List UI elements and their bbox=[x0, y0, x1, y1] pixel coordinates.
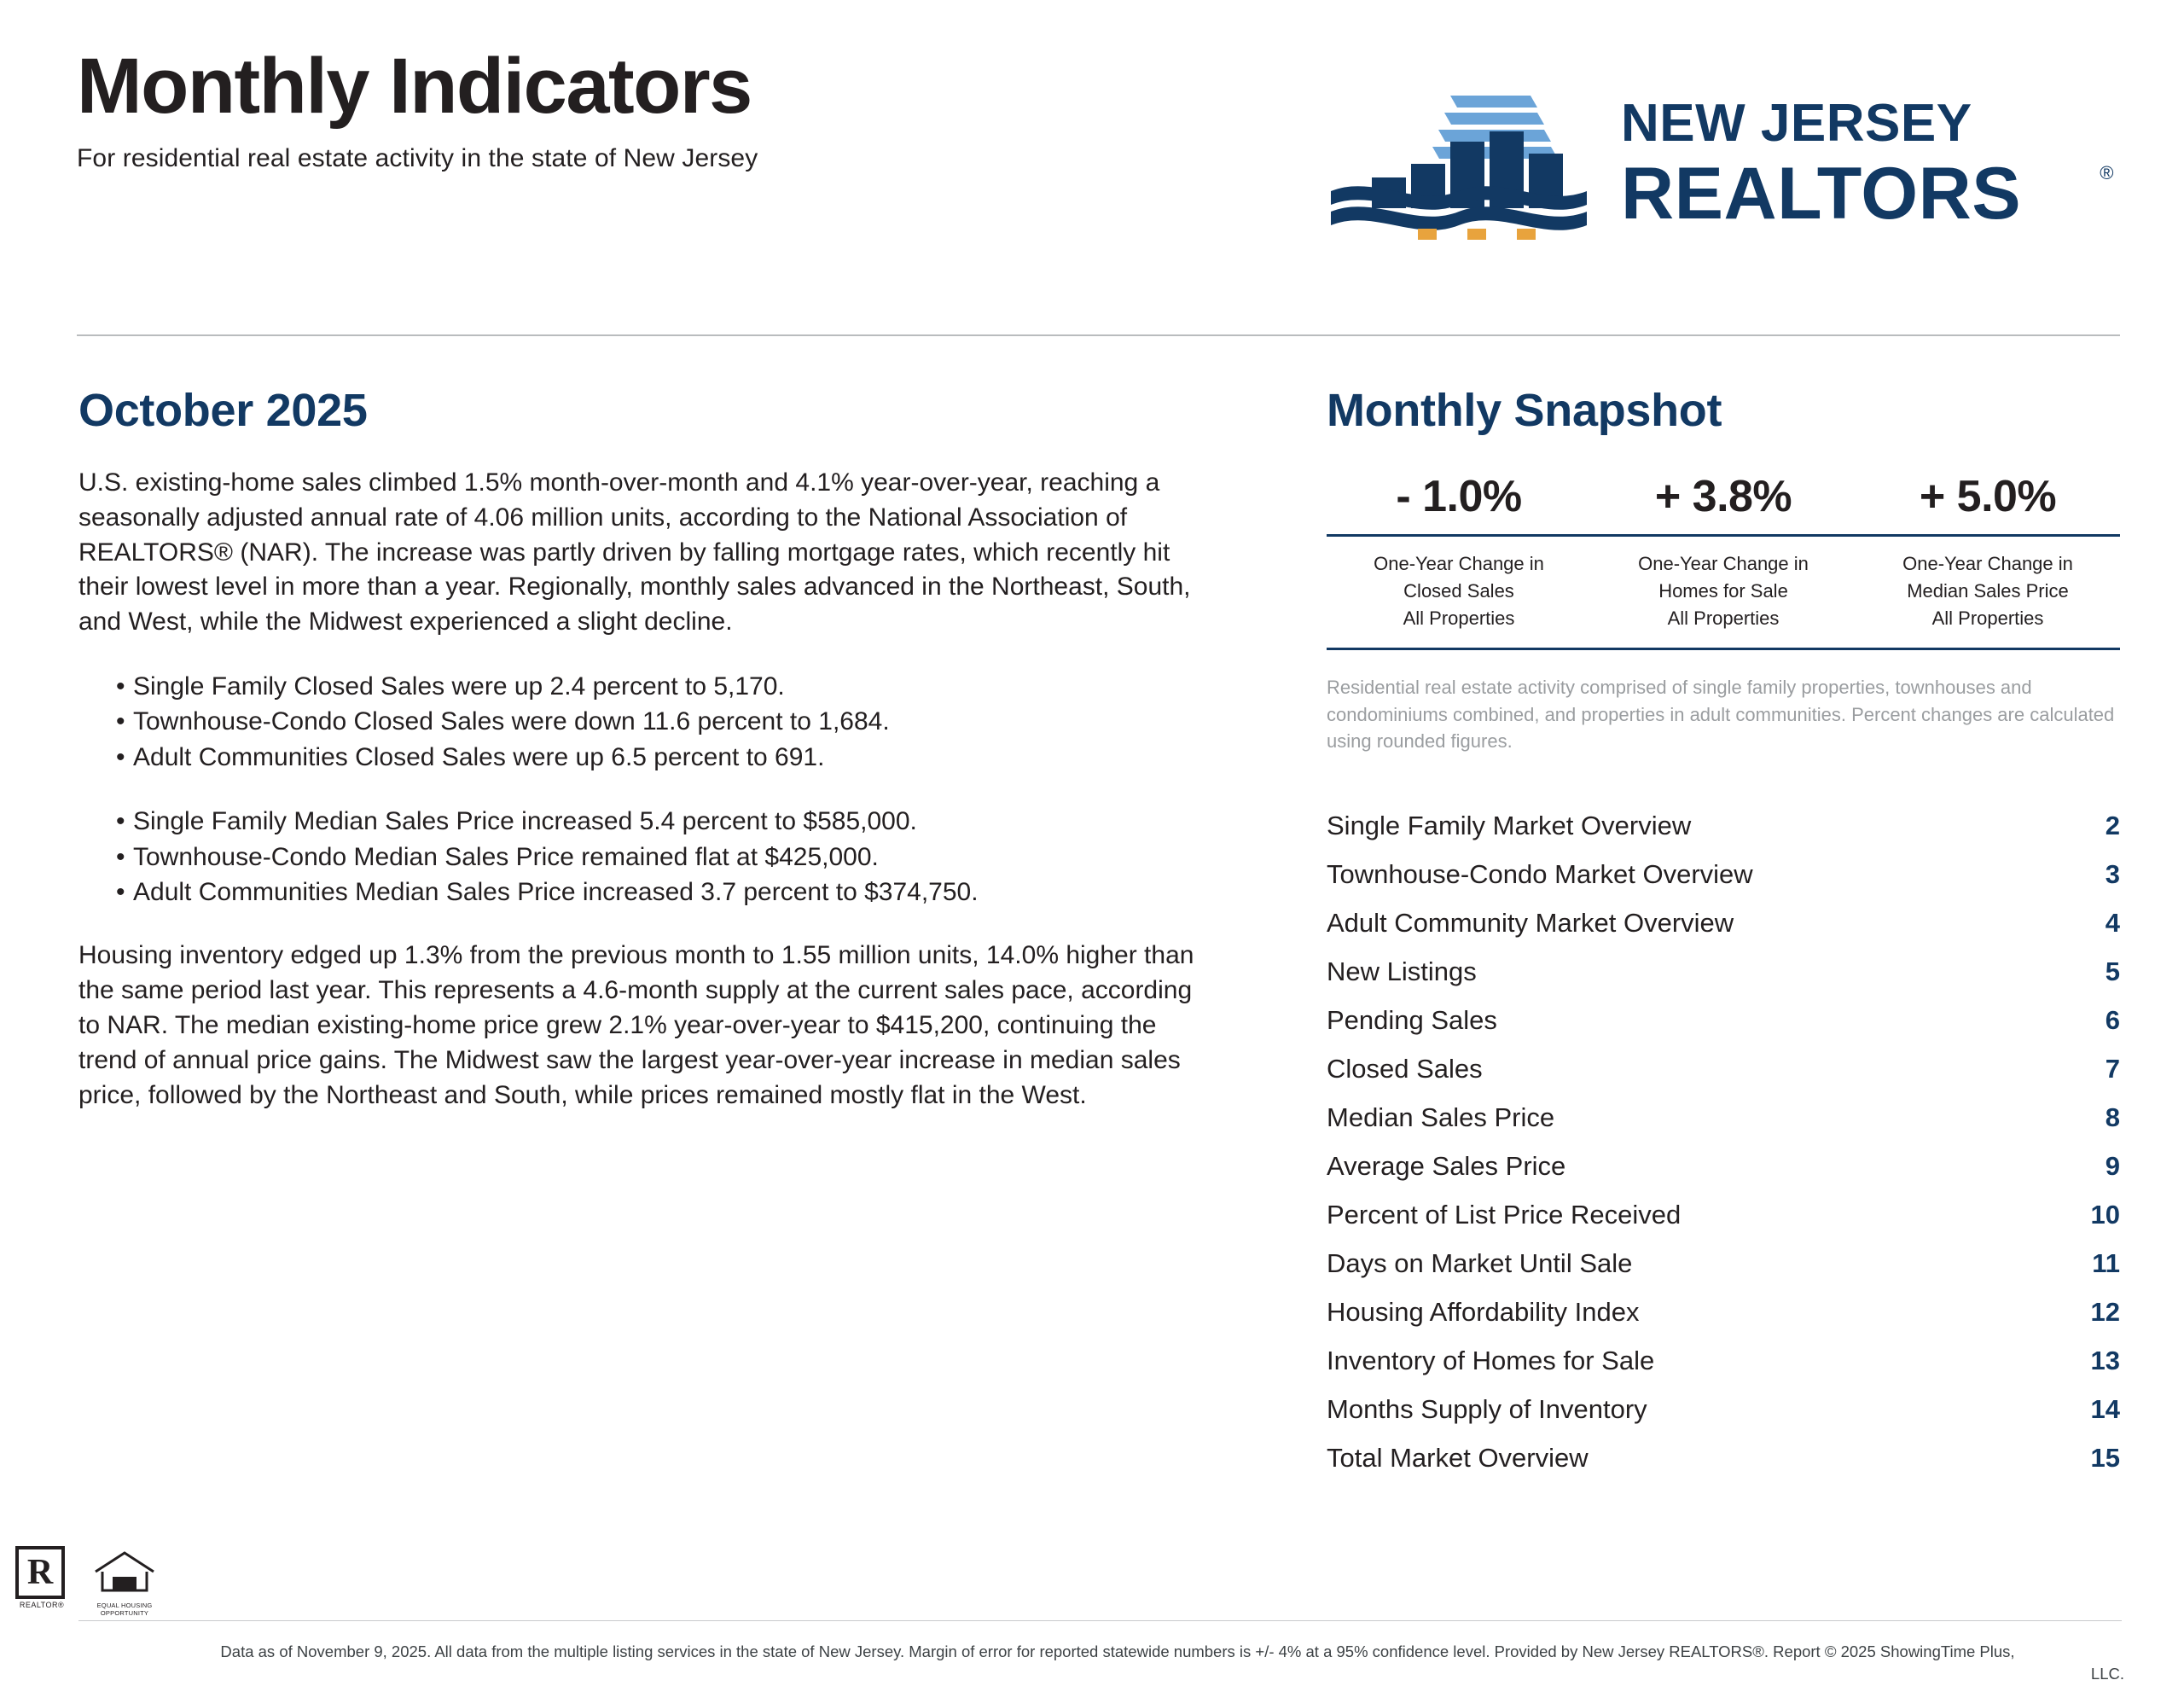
toc-label: Townhouse-Condo Market Overview bbox=[1327, 859, 1753, 890]
toc-label: Housing Affordability Index bbox=[1327, 1297, 1640, 1328]
toc-label: Median Sales Price bbox=[1327, 1102, 1555, 1133]
toc-page-number: 6 bbox=[2105, 1005, 2120, 1036]
list-item: • Adult Communities Median Sales Price increased 3.7 percent to $374,750. bbox=[116, 875, 1213, 910]
snapshot-stat-labels bbox=[1327, 537, 2120, 632]
toc-page-number: 14 bbox=[2090, 1394, 2120, 1425]
toc-page-number: 10 bbox=[2090, 1200, 2120, 1230]
table-of-contents bbox=[1327, 801, 2120, 1482]
toc-label: Inventory of Homes for Sale bbox=[1327, 1346, 1655, 1376]
document-header bbox=[77, 43, 2116, 328]
stat-label-closed-sales bbox=[1327, 550, 1591, 632]
list-item: • Single Family Closed Sales were up 2.4 percent to 5,170. bbox=[116, 669, 1213, 704]
toc-item-closed-sales[interactable] bbox=[1327, 1044, 2120, 1093]
stat-label-line1: One-Year Change in bbox=[1638, 553, 1809, 574]
toc-item-average-sales-price[interactable] bbox=[1327, 1142, 2120, 1190]
toc-item-pending-sales[interactable] bbox=[1327, 996, 2120, 1044]
toc-label: Closed Sales bbox=[1327, 1054, 1483, 1084]
eho-caption-line1: EQUAL HOUSING bbox=[96, 1602, 153, 1609]
nj-realtors-wave-logo-icon bbox=[1322, 92, 1604, 246]
logo-realtors-text: REALTORS bbox=[1621, 153, 2022, 235]
title-block bbox=[77, 43, 758, 173]
stat-label-line1: One-Year Change in bbox=[1374, 553, 1544, 574]
toc-label: Total Market Overview bbox=[1327, 1443, 1589, 1474]
stat-label-line3: All Properties bbox=[1931, 607, 2044, 629]
realtor-mark-caption: REALTOR® bbox=[19, 1601, 65, 1609]
toc-page-number: 13 bbox=[2090, 1346, 2120, 1376]
stat-label-line3: All Properties bbox=[1667, 607, 1780, 629]
footer-disclaimer-tail: LLC. bbox=[2090, 1665, 2124, 1683]
stat-label-homes-for-sale bbox=[1591, 550, 1856, 632]
stat-value: + 5.0% bbox=[1919, 472, 2057, 521]
list-item: • Townhouse-Condo Closed Sales were down 11.6 percent to 1,684. bbox=[116, 704, 1213, 739]
eho-caption bbox=[90, 1602, 159, 1618]
toc-label: New Listings bbox=[1327, 956, 1477, 987]
snapshot-bottom-divider bbox=[1327, 648, 2120, 650]
toc-label: Days on Market Until Sale bbox=[1327, 1248, 1633, 1279]
toc-label: Months Supply of Inventory bbox=[1327, 1394, 1647, 1425]
toc-page-number: 12 bbox=[2090, 1297, 2120, 1328]
toc-page-number: 9 bbox=[2105, 1151, 2120, 1182]
toc-page-number: 7 bbox=[2105, 1054, 2120, 1084]
page-subtitle: For residential real estate activity in the state of New Jersey bbox=[77, 144, 758, 172]
brand-logo bbox=[1322, 85, 2114, 247]
closing-paragraph: Housing inventory edged up 1.3% from the previous month to 1.55 million units, 14.0% higher than the same period last year. This represents a 4.6-month supply at the current sales pace, according to NAR. The median existing-home price grew 2.1% year-over-year to $415,200, continuing the trend of annual price gains. The Midwest saw the largest year-over-year increase in median sales price, followed by the Northeast and South, while prices remained mostly flat in the West. bbox=[78, 941, 1194, 1109]
toc-page-number: 8 bbox=[2105, 1102, 2120, 1133]
realtor-logo-icon bbox=[15, 1546, 68, 1609]
toc-page-number: 4 bbox=[2105, 908, 2120, 939]
toc-item-single-family-market-overview[interactable] bbox=[1327, 801, 2120, 850]
toc-item-housing-affordability-index[interactable] bbox=[1327, 1288, 2120, 1336]
monthly-snapshot-title: Monthly Snapshot bbox=[1327, 385, 1722, 436]
toc-label: Single Family Market Overview bbox=[1327, 811, 1692, 841]
toc-page-number: 3 bbox=[2105, 859, 2120, 890]
toc-item-adult-community-market-overview[interactable] bbox=[1327, 898, 2120, 947]
page-title: Monthly Indicators bbox=[77, 43, 752, 130]
intro-paragraph: U.S. existing-home sales climbed 1.5% month-over-month and 4.1% year-over-year, reaching a seasonally adjusted annual rate of 4.06 million units, according to the National Association of REALTORS® (NAR). The increase was partly driven by falling mortgage rates, which recently hit their lowest level in more than a year. Regionally, monthly sales advanced in the Northeast, South, and West, while the Midwest experienced a slight decline. bbox=[78, 468, 1191, 637]
toc-page-number: 11 bbox=[2092, 1248, 2120, 1279]
toc-label: Pending Sales bbox=[1327, 1005, 1497, 1036]
toc-label: Average Sales Price bbox=[1327, 1151, 1566, 1182]
stat-label-line3: All Properties bbox=[1403, 607, 1515, 629]
logo-line-realtors bbox=[1621, 153, 2114, 235]
toc-item-inventory-of-homes-for-sale[interactable] bbox=[1327, 1336, 2120, 1385]
toc-item-total-market-overview[interactable] bbox=[1327, 1433, 2120, 1482]
logo-line-new-jersey: NEW JERSEY bbox=[1621, 94, 1972, 153]
footer-disclaimer-text: Data as of November 9, 2025. All data from the multiple listing services in the state of New Jersey. Margin of error for reported statewide numbers is +/- 4% at a 95% confidence level. Provided by New Jersey REALTORS®. Report © 2025 ShowingTime Plus, bbox=[220, 1642, 2015, 1661]
toc-label: Adult Community Market Overview bbox=[1327, 908, 1734, 939]
stat-label-median-sales-price bbox=[1856, 550, 2120, 632]
snapshot-note: Residential real estate activity comprised of single family properties, townhouses and condominiums combined, and properties in adult communities. Percent changes are calculated using rounded figures. bbox=[1327, 676, 2115, 753]
toc-page-number: 5 bbox=[2105, 956, 2120, 987]
right-column bbox=[1327, 384, 2120, 1482]
toc-page-number: 15 bbox=[2090, 1443, 2120, 1474]
stat-label-line2: Median Sales Price bbox=[1907, 579, 2069, 602]
logo-registered-mark: ® bbox=[2100, 162, 2114, 183]
footer-logos bbox=[15, 1546, 186, 1623]
snapshot-stat-values bbox=[1327, 471, 2120, 534]
list-item: • Adult Communities Closed Sales were up 6.5 percent to 691. bbox=[116, 740, 1213, 775]
eho-caption-line2: OPPORTUNITY bbox=[100, 1609, 149, 1618]
toc-item-days-on-market-until-sale[interactable] bbox=[1327, 1239, 2120, 1288]
stat-closed-sales bbox=[1327, 471, 1591, 522]
median-price-bullet-list bbox=[78, 804, 1213, 910]
stat-median-sales-price bbox=[1856, 471, 2120, 522]
equal-housing-opportunity-icon bbox=[90, 1548, 159, 1618]
footer-disclaimer bbox=[111, 1641, 2124, 1683]
stat-homes-for-sale bbox=[1591, 471, 1856, 522]
header-divider bbox=[77, 334, 2120, 336]
list-item: • Townhouse-Condo Median Sales Price remained flat at $425,000. bbox=[116, 840, 1213, 875]
toc-item-median-sales-price[interactable] bbox=[1327, 1093, 2120, 1142]
closed-sales-bullet-list bbox=[78, 669, 1213, 775]
toc-item-percent-of-list-price-received[interactable] bbox=[1327, 1190, 2120, 1239]
footer-divider bbox=[78, 1620, 2122, 1621]
toc-item-months-supply-of-inventory[interactable] bbox=[1327, 1385, 2120, 1433]
realtor-mark-letter: R bbox=[15, 1546, 65, 1599]
toc-item-new-listings[interactable] bbox=[1327, 947, 2120, 996]
left-column bbox=[78, 384, 1213, 1142]
stat-label-line2: Homes for Sale bbox=[1658, 579, 1788, 602]
logo-wordmark bbox=[1621, 94, 2114, 235]
list-item: • Single Family Median Sales Price increased 5.4 percent to $585,000. bbox=[116, 804, 1213, 839]
stat-value: + 3.8% bbox=[1654, 472, 1792, 521]
report-month-title: October 2025 bbox=[78, 385, 368, 436]
stat-value: - 1.0% bbox=[1396, 472, 1522, 521]
toc-label: Percent of List Price Received bbox=[1327, 1200, 1682, 1230]
toc-item-townhouse-condo-market-overview[interactable] bbox=[1327, 850, 2120, 898]
toc-page-number: 2 bbox=[2105, 811, 2120, 841]
stat-label-line1: One-Year Change in bbox=[1902, 553, 2073, 574]
stat-label-line2: Closed Sales bbox=[1403, 579, 1514, 602]
